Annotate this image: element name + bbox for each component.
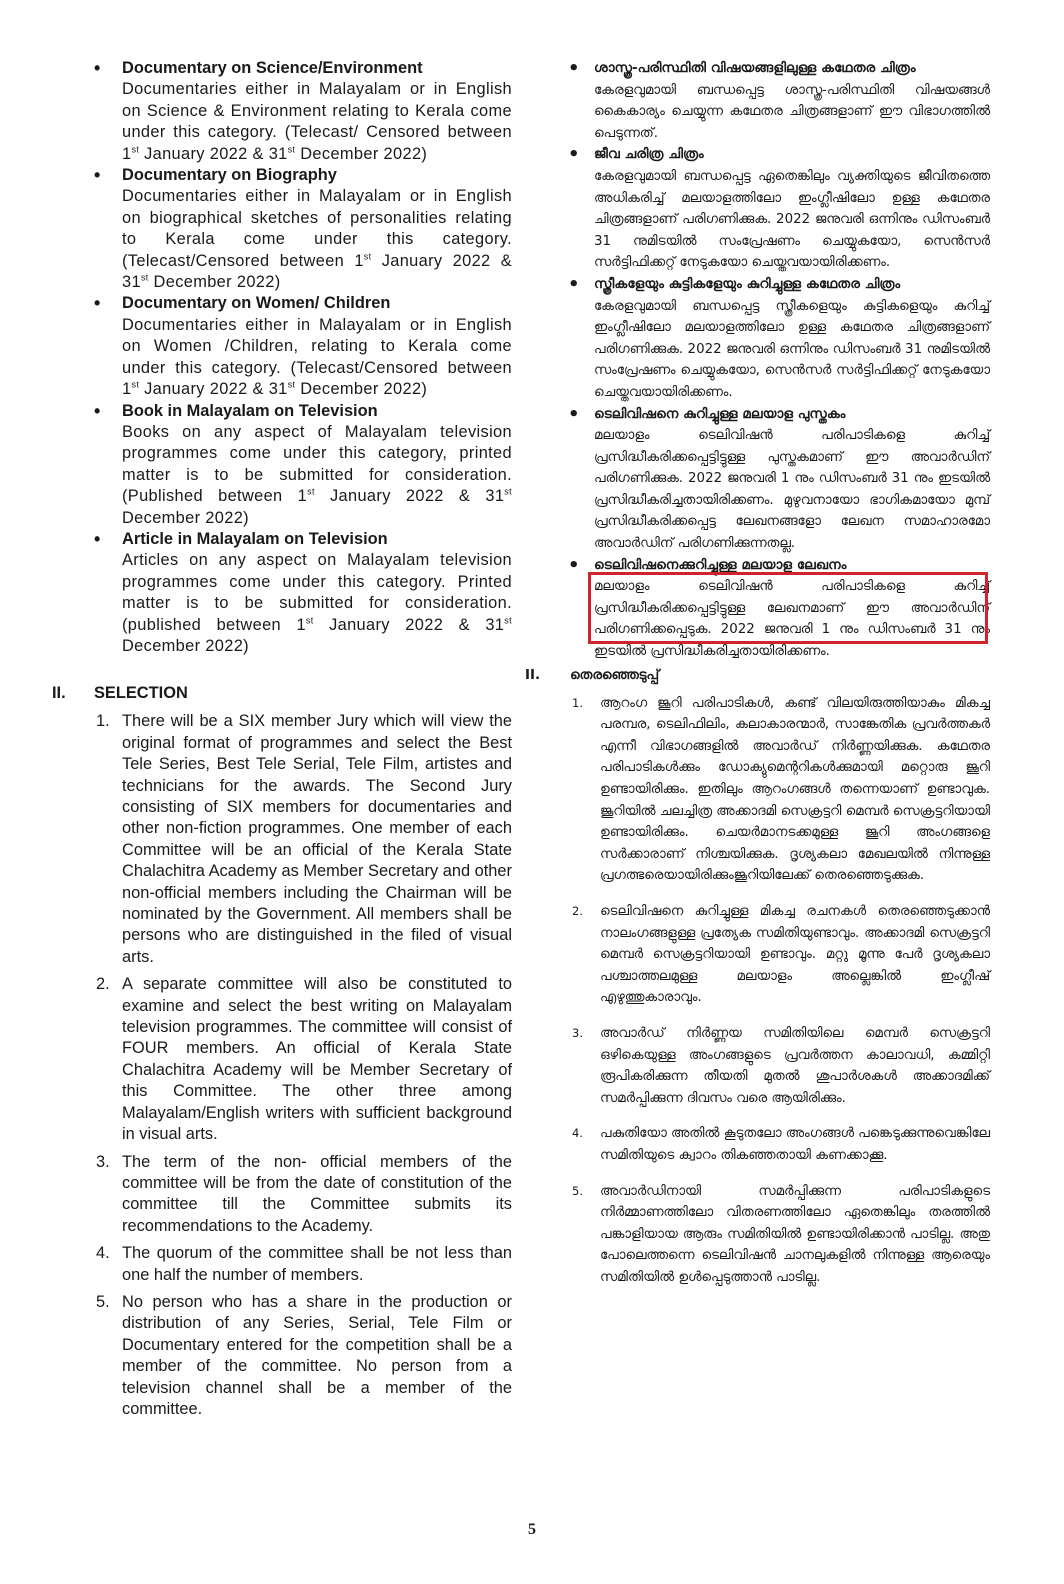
right-numbered-list xyxy=(528,693,990,1289)
left-bullet-list xyxy=(52,58,512,657)
list-item xyxy=(52,1152,512,1238)
item-number: 1. xyxy=(96,712,110,731)
bullet-icon: • xyxy=(94,165,101,186)
bullet-item xyxy=(52,529,512,657)
bullet-title: ശാസ്ത്ര-പരിസ്ഥിതി വിഷയങ്ങളിലുള്ള കഥേതര ചിത്രം xyxy=(594,60,916,76)
ordinal-suffix: st xyxy=(287,144,296,155)
body-text: Books on any aspect of Malayalam television programmes come under this category, printed matter is to be submitted for consideration. (Published between 1 xyxy=(122,422,512,506)
right-column xyxy=(525,58,990,1302)
right-bullet-list xyxy=(528,58,990,663)
bullet-title: സ്ത്രീകളേയും കുട്ടികളേയും കുറിച്ചുള്ള കഥേതര ചിത്രം xyxy=(594,275,901,292)
body-text: Documentaries either in Malayalam or in English on Science & Environment relating to Kerala come under this category. (Telecast/ Censored between 1 xyxy=(122,80,512,163)
bullet-title: Documentary on Biography xyxy=(122,166,337,185)
body-text: January 2022 & 31 xyxy=(314,487,505,506)
item-number: 4. xyxy=(572,1126,583,1141)
item-number: 5. xyxy=(96,1292,110,1311)
bullet-body: കേരളവുമായി ബന്ധപ്പെട്ട ശാസ്ത്ര-പരിസ്ഥിതി വിഷയങ്ങൾ കൈകാര്യം ചെയ്യുന്ന കഥേതര ചിത്രങ്ങളാണ് ഈ വിഭാഗത്തിൽ പെടുന്നത്. xyxy=(594,82,990,141)
bullet-body: കേരളവുമായി ബന്ധപ്പെട്ട ഏതെങ്കിലും വ്യക്തിയുടെ ജീവിതത്തെ അധികരിച്ച് മലയാളത്തിലോ ഇംഗ്ലീഷിലോ ഉള്ള കഥേതര ചിത്രങ്ങളാണ് പരിഗണിക്കുക. 2022 ജനുവരി ഒന്നിനും ഡിസംബർ 31 നുമിടയിൽ സംപ്രേഷണം ചെയ്യുകയോ, സെൻസർ സർട്ടിഫിക്കറ്റ് നേടുകയോ ചെയ്തവയായിരിക്കണം. xyxy=(594,168,990,271)
ordinal-suffix: st xyxy=(131,144,140,155)
bullet-icon: • xyxy=(568,144,580,166)
list-item xyxy=(528,1023,990,1109)
list-item xyxy=(52,1292,512,1420)
bullet-body xyxy=(122,422,512,529)
item-number: 4. xyxy=(96,1244,110,1263)
item-text: The quorum of the committee shall be not less than one half the number of members. xyxy=(122,1244,512,1284)
item-number: 3. xyxy=(572,1025,583,1040)
item-text: അവാർഡ് നിർണ്ണയ സമിതിയിലെ മെമ്പർ സെക്രട്ടറി ഒഴികെയുള്ള അംഗങ്ങളുടെ പ്രവർത്തന കാലാവധി, കമ്മിറ്റി രൂപികരിക്കുന്ന തീയതി മുതൽ ശുപാർശകൾ അക്കാദമിക്ക് സമർപ്പിക്കുന്ന ദിവസം വരെ ആയിരിക്കും. xyxy=(600,1025,990,1106)
bullet-icon: • xyxy=(568,58,580,79)
item-text: The term of the non- official members of the committee will be from the date of constitution of the committee till the Committee submits its recommendations to the Academy. xyxy=(122,1152,512,1235)
bullet-icon: • xyxy=(94,58,101,78)
page-number: 5 xyxy=(528,1521,536,1538)
body-text: December 2022) xyxy=(122,636,249,655)
body-text: December 2022) xyxy=(295,380,428,399)
bullet-icon: • xyxy=(94,293,101,314)
bullet-item xyxy=(52,401,512,529)
left-column xyxy=(52,58,512,1426)
left-section-heading xyxy=(52,683,512,707)
bullet-item xyxy=(528,274,990,404)
item-text: പകുതിയോ അതിൽ കൂടുതലോ അംഗങ്ങൾ പങ്കെടുക്കുന്നുവെങ്കിലേ സമിതിയുടെ ക്വാറം തികഞ്ഞതായി കണക്കാക്കൂ. xyxy=(600,1126,990,1163)
section-number: II. xyxy=(525,667,541,683)
bullet-icon: • xyxy=(568,403,580,425)
item-text: A separate committee will also be constituted to examine and select the best writing on Malayalam television programmes. The committee will consist of FOUR members. An official of Kerala State Chalachitra Academy will be Member Secretary of this Committee. The other three among Malayalam/English writers with sufficient background in visual arts. xyxy=(122,975,512,1144)
body-text: January 2022 & 31 xyxy=(139,144,288,163)
item-text: അവാർഡിനായി സമർപ്പിക്കുന്ന പരിപാടികളുടെ നിർമ്മാണത്തിലോ വിതരണത്തിലോ ഏതെങ്കിലും തരത്തിൽ പങ്കാളിയായ ആരും സമിതിയിൽ ഉണ്ടായിരിക്കാൻ പാടില്ല. അതു പോലെത്തന്നെ ടെലിവിഷൻ ചാനലുകളിൽ നിന്നുള്ള ആരെയും സമിതിയിൽ ഉൾപ്പെടുത്താൻ പാടില്ല. xyxy=(600,1183,990,1285)
ordinal-suffix: st xyxy=(140,272,149,283)
bullet-item xyxy=(52,58,512,165)
bullet-body: മലയാളം ടെലിവിഷൻ പരിപാടികളെ കുറിച്ച് പ്രസിദ്ധീകരിക്കപ്പെട്ടിട്ടുള്ള പുസ്തകമാണ് ഈ അവാർഡിന് പരിഗണിക്കുക. 2022 ജനുവരി 1 നും ഡിസംബർ 31 നും ഇടയിൽ പ്രസിദ്ധീകരിച്ചതായിരിക്കണം. മുഴുവനായോ ഭാഗികമായോ മുമ്പ് പ്രസിദ്ധീകരിക്കപ്പെട്ട ലേഖനങ്ങളോ ലേഖന സമാഹാരമോ അവാർഡിന് പരിഗണിക്കുന്നതല്ല. xyxy=(594,428,990,552)
bullet-title: Article in Malayalam on Television xyxy=(122,529,388,548)
bullet-body xyxy=(122,186,512,293)
bullet-title: ജീവ ചരിത്ര ചിത്രം xyxy=(594,146,704,163)
ordinal-suffix: st xyxy=(287,379,296,390)
right-section-heading xyxy=(525,665,990,689)
bullet-title: Documentary on Science/Environment xyxy=(122,59,423,77)
bullet-icon: • xyxy=(568,554,580,576)
bullet-item xyxy=(528,404,990,555)
bullet-item xyxy=(528,555,990,663)
body-text: Documentaries either in Malayalam or in English on biographical sketches of personalities relating to Kerala come under this category. (Telecast/Censored between 1 xyxy=(122,187,512,270)
section-title: തെരഞ്ഞെടുപ്പ് xyxy=(570,667,660,683)
body-text: January 2022 & 31 xyxy=(122,251,512,292)
list-item xyxy=(528,1123,990,1166)
item-number: 2. xyxy=(572,903,583,918)
ordinal-suffix: st xyxy=(504,486,512,497)
list-item xyxy=(52,711,512,968)
body-text: Articles on any aspect on Malayalam television programmes come under this category. Printed matter is to be submitted for consideration. (published between 1 xyxy=(122,551,512,634)
body-text: January 2022 & 31 xyxy=(313,615,505,634)
item-text: No person who has a share in the production or distribution of any Series, Serial, Tele Film or Documentary entered for the competition shall be a member of the committee. No person from a television channel shall be a member of the committee. xyxy=(122,1292,512,1418)
item-text: ടെലിവിഷനെ കുറിച്ചുള്ള മികച്ച രചനകൾ തെരഞ്ഞെടുക്കാൻ നാലംഗങ്ങളുള്ള പ്രത്യേക സമിതിയുണ്ടാവും. അക്കാദമി സെക്രട്ടറി മെമ്പർ സെക്രട്ടറിയായി ഉണ്ടാവും. മറ്റു മൂന്നു പേർ ദൃശ്യകലാ പശ്ചാത്തലമുള്ള മലയാളം അല്ലെങ്കിൽ ഇംഗ്ലീഷ് എഴുത്തുകാരാവും. xyxy=(600,903,990,1006)
bullet-item xyxy=(52,293,512,400)
item-number: 5. xyxy=(572,1183,583,1198)
ordinal-suffix: st xyxy=(504,615,512,626)
list-item xyxy=(528,901,990,1009)
bullet-icon: • xyxy=(94,528,101,549)
bullet-icon: • xyxy=(568,273,580,295)
item-number: 2. xyxy=(96,975,110,994)
body-text: Documentaries either in Malayalam or in English on Women /Children, relating to Kerala come under this category. (Telecast/Censored between 1 xyxy=(122,315,512,399)
ordinal-suffix: st xyxy=(131,379,140,390)
body-text: December 2022) xyxy=(148,273,281,292)
bullet-body: മലയാളം ടെലിവിഷൻ പരിപാടികളെ കുറിച്ച് പ്രസിദ്ധീകരിക്കപ്പെട്ടിട്ടുള്ള ലേഖനമാണ് ഈ അവാർഡിന് പരിഗണിക്കപ്പെടുക. 2022 ജനുവരി 1 നും ഡിസംബർ 31 നും ഇടയിൽ പ്രസിദ്ധീകരിച്ചതായിരിക്കണം. xyxy=(594,579,990,660)
body-text: December 2022) xyxy=(295,144,428,163)
left-numbered-list xyxy=(52,711,512,1420)
body-text: January 2022 & 31 xyxy=(139,380,288,399)
item-text: There will be a SIX member Jury which will view the original format of programmes and select the Best Tele Series, Best Tele Serial, Tele Film, artistes and technicians for the awards. The Second Jury consisting of SIX members for documentaries and other non-fiction programmes. One member of each Committee will be an official of the Kerala State Chalachitra Academy as Member Secretary and other non-official members including the Chairman will be nominated by the Government. All members shall be persons who are distinguished in the filed of visual arts. xyxy=(122,712,512,966)
ordinal-suffix: st xyxy=(305,615,314,626)
bullet-title: Documentary on Women/ Children xyxy=(122,294,391,313)
bullet-item xyxy=(528,144,990,274)
ordinal-suffix: st xyxy=(307,486,315,497)
bullet-body xyxy=(122,550,512,657)
list-item xyxy=(52,1243,512,1286)
list-item xyxy=(52,974,512,1145)
bullet-body xyxy=(122,315,512,401)
bullet-item xyxy=(528,58,990,144)
bullet-title: ടെലിവിഷനെക്കുറിച്ചുള്ള മലയാള ലേഖനം xyxy=(594,556,847,573)
item-text: ആറംഗ ജൂറി പരിപാടികൾ, കണ്ട് വിലയിരുത്തിയാകും മികച്ച പരമ്പര, ടെലിഫിലിം, കലാകാരന്മാർ, സാങ്കേതിക പ്രവർത്തകർ എന്നീ വിഭാഗങ്ങളിൽ അവാർഡ് നിർണ്ണയിക്കുക. കഥേതര പരിപാടികൾക്കും ഡോക്യുമെന്ററികൾക്കുമായി മറ്റൊരു ജൂറി ഉണ്ടായിരിക്കും. ഇതിലും ആറംഗങ്ങൾ തന്നെയാണ് ഉണ്ടാവുക. ജൂറിയിൽ ചലച്ചിത്ര അക്കാദമി സെക്രട്ടറി മെമ്പർ സെക്രട്ടറിയായി ഉണ്ടായിരിക്കും. ചെയർമാനടക്കമുള്ള ജൂറി അംഗങ്ങളെ സർക്കാരാണ് നിശ്ചയിക്കുക. ദൃശ്യകലാ മേഖലയിൽ നിന്നുള്ള പ്രഗത്ഭരെയായിരിക്കുംജൂറിയിലേക്ക് തെരഞ്ഞെടുക്കുക. xyxy=(600,695,990,884)
section-title: SELECTION xyxy=(94,684,188,703)
bullet-icon: • xyxy=(94,400,101,421)
bullet-title: Book in Malayalam on Television xyxy=(122,401,378,420)
bullet-title: ടെലിവിഷനെ കുറിച്ചുള്ള മലയാള പുസ്തകം xyxy=(594,405,846,422)
bullet-body: കേരളവുമായി ബന്ധപ്പെട്ട സ്ത്രീകളെയും കുട്ടികളെയും കുറിച്ച് ഇംഗ്ലീഷിലോ മലയാളത്തിലോ ഉള്ള കഥേതര ചിത്രങ്ങളാണ് പരിഗണിക്കുക. 2022 ജനുവരി ഒന്നിനും ഡിസംബർ 31 നുമിടയിൽ സംപ്രേഷണം ചെയ്യുകയോ, സെൻസർ സർട്ടിഫിക്കറ്റ് നേടുകയോ ചെയ്തവയായിരിക്കണം. xyxy=(594,298,990,400)
list-item xyxy=(528,1181,990,1289)
bullet-body xyxy=(122,79,512,165)
body-text: December 2022) xyxy=(122,508,249,527)
section-number: II. xyxy=(52,684,66,703)
bullet-item xyxy=(52,165,512,293)
ordinal-suffix: st xyxy=(363,251,372,262)
list-item xyxy=(528,693,990,887)
item-number: 3. xyxy=(96,1152,110,1171)
item-number: 1. xyxy=(572,695,583,710)
